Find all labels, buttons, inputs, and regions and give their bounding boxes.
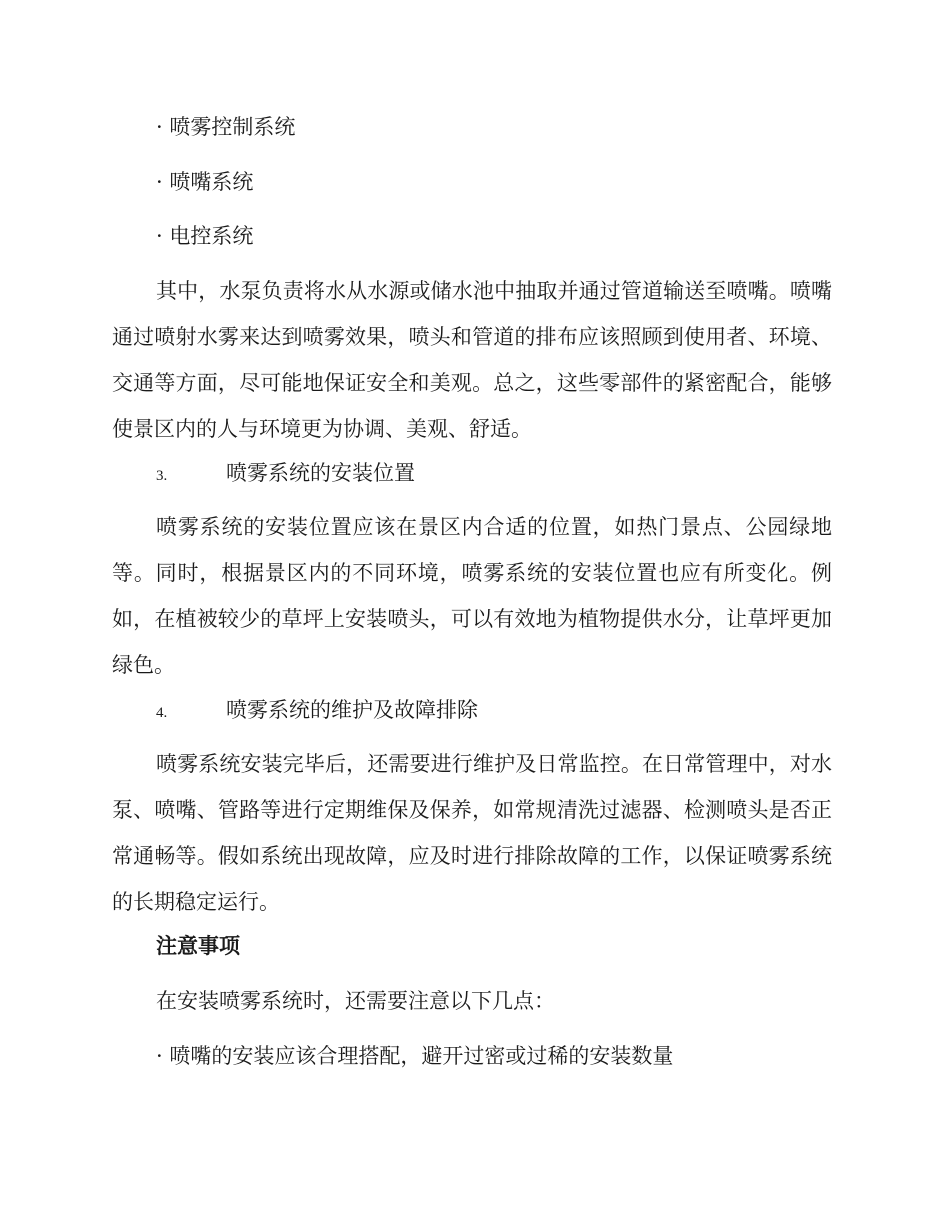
section-4-number: 4.	[156, 705, 168, 721]
bullet-electric-control: · 电控系统	[156, 224, 254, 248]
paragraph-location: 喷雾系统的安装位置应该在景区内合适的位置，如热门景点、公园绿地等。同时，根据景区内的不同环境，喷雾系统的安装位置也应有所变化。例如，在植被较少的草坪上安装喷头，可以有效地为植物提供水分，让草坪更加绿色。	[112, 515, 832, 677]
bullet-spray-control: · 喷雾控制系统	[156, 115, 296, 139]
section-3-heading	[156, 459, 415, 490]
paragraph-components: 其中，水泵负责将水从水源或储水池中抽取并通过管道输送至喷嘴。喷嘴通过喷射水雾来达到喷雾效果，喷头和管道的排布应该照顾到使用者、环境、交通等方面，尽可能地保证安全和美观。总之，这些零部件的紧密配合，能够使景区内的人与环境更为协调、美观、舒适。	[112, 279, 832, 441]
paragraph-maintenance: 喷雾系统安装完毕后，还需要进行维护及日常监控。在日常管理中，对水泵、喷嘴、管路等进行定期维保及保养，如常规清洗过滤器、检测喷头是否正常通畅等。假如系统出现故障，应及时进行排除故障的工作，以保证喷雾系统的长期稳定运行。	[112, 752, 832, 914]
notes-bullet-nozzle: · 喷嘴的安装应该合理搭配，避开过密或过稀的安装数量	[156, 1044, 674, 1068]
section-3-number: 3.	[156, 468, 168, 484]
section-4-title: 喷雾系统的维护及故障排除	[226, 698, 478, 722]
bullet-nozzle-system: · 喷嘴系统	[156, 170, 254, 194]
notes-intro: 在安装喷雾系统时，还需要注意以下几点：	[156, 989, 555, 1013]
notes-heading: 注意事项	[156, 934, 240, 958]
section-3-title: 喷雾系统的安装位置	[226, 461, 415, 485]
section-4-heading	[156, 696, 478, 727]
